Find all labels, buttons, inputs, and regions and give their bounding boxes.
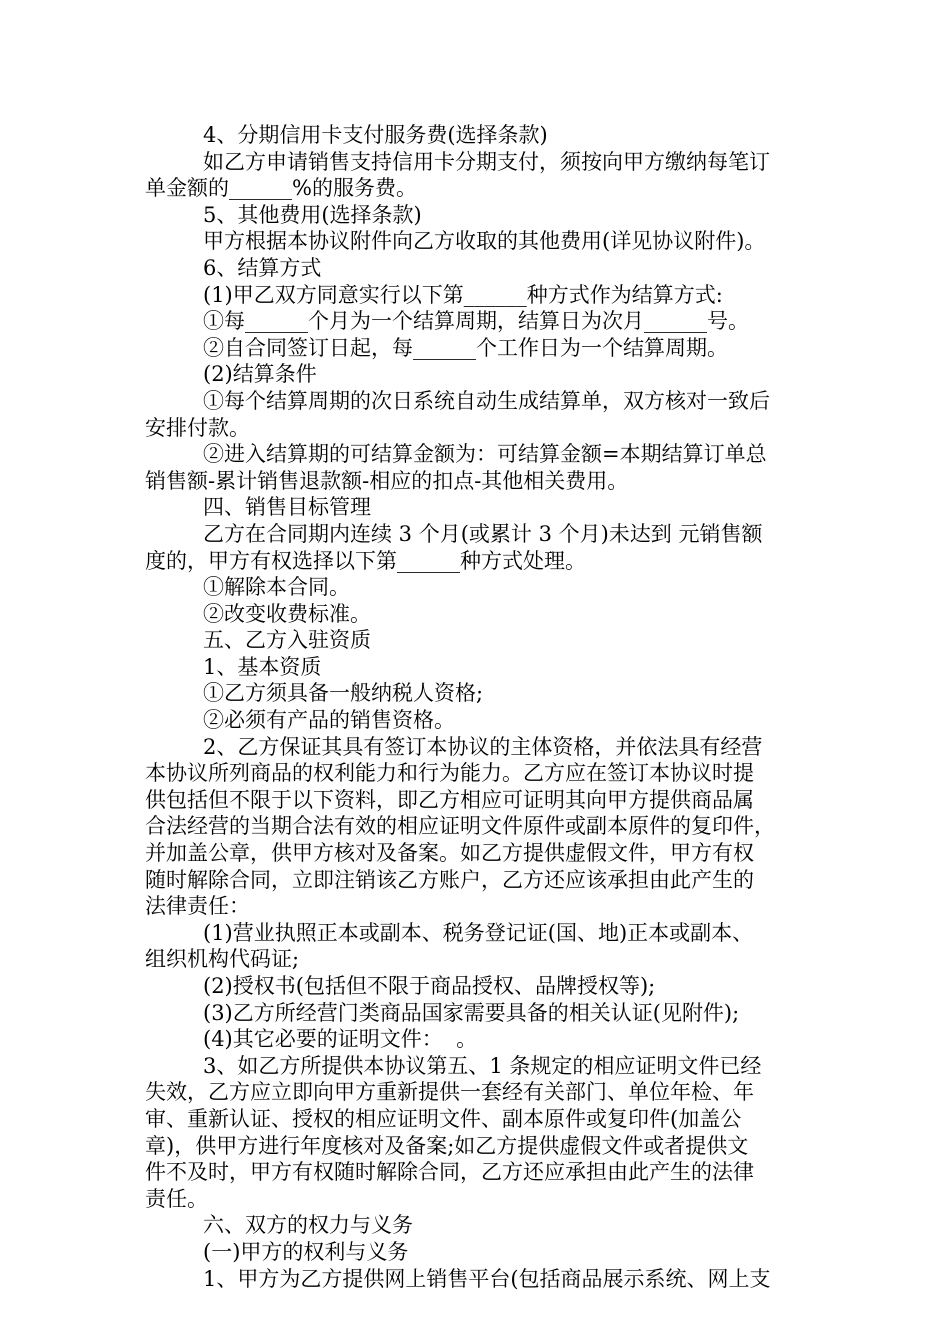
paragraph-line-indented: 六、双方的权力与义务 [203, 1213, 413, 1238]
paragraph-line-indented: ①每个结算周期的次日系统自动生成结算单，双方核对一致后 [203, 388, 770, 413]
paragraph-line: 件不及时，甲方有权随时解除合同，乙方还应承担由此产生的法律 [145, 1160, 754, 1185]
paragraph-line-indented: ②改变收费标准。 [203, 601, 371, 626]
paragraph-line-indented: 五、乙方入驻资质 [203, 628, 371, 653]
paragraph-line-indented: (2)结算条件 [203, 362, 317, 387]
paragraph-line-indented: 四、销售目标管理 [203, 495, 371, 520]
paragraph-line-indented: 6、结算方式 [203, 255, 322, 280]
paragraph-line-indented: 3、如乙方所提供本协议第五、1 条规定的相应证明文件已经 [203, 1053, 762, 1078]
paragraph-line-indented: (4)其它必要的证明文件： 。 [203, 1027, 478, 1052]
paragraph-line: 销售额-累计销售退款额-相应的扣点-其他相关费用。 [145, 468, 629, 493]
paragraph-line-indented: (3)乙方所经营门类商品国家需要具备的相关认证(见附件); [203, 1000, 740, 1025]
paragraph-line-indented: (1)甲乙双方同意实行以下第______种方式作为结算方式: [203, 282, 723, 307]
paragraph-line: 安排付款。 [145, 415, 250, 440]
paragraph-line-indented: 4、分期信用卡支付服务费(选择条款) [203, 123, 548, 147]
paragraph-line: 度的，甲方有权选择以下第______种方式处理。 [145, 548, 586, 573]
paragraph-line: 责任。 [145, 1186, 208, 1211]
paragraph-line-indented: ①每______个月为一个结算周期，结算日为次月______号。 [203, 309, 749, 334]
paragraph-line: 失效，乙方应立即向甲方重新提供一套经有关部门、单位年检、年 [145, 1080, 754, 1105]
paragraph-line: 单金额的______%的服务费。 [145, 176, 417, 201]
paragraph-line-indented: 1、基本资质 [203, 654, 322, 679]
paragraph-line-indented: (1)营业执照正本或副本、税务登记证(国、地)正本或副本、 [203, 920, 754, 945]
paragraph-line-indented: 2、乙方保证其具有签订本协议的主体资格，并依法具有经营 [203, 734, 763, 759]
paragraph-line-indented: (一)甲方的权利与义务 [203, 1239, 409, 1264]
paragraph-line: 组织机构代码证; [145, 947, 300, 972]
paragraph-line: 合法经营的当期合法有效的相应证明文件原件或副本原件的复印件， [145, 814, 775, 839]
paragraph-line-indented: ②进入结算期的可结算金额为：可结算金额=本期结算订单总 [203, 442, 767, 467]
paragraph-line: 并加盖公章，供甲方核对及备案。如乙方提供虚假文件，甲方有权 [145, 841, 754, 866]
paragraph-line: 本协议所列商品的权利能力和行为能力。乙方应在签订本协议时提 [145, 761, 754, 786]
paragraph-line-indented: 1、甲方为乙方提供网上销售平台(包括商品展示系统、网上支 [203, 1266, 771, 1291]
paragraph-line-indented: ②自合同签订日起，每______个工作日为一个结算周期。 [203, 335, 728, 360]
paragraph-line-indented: ①解除本合同。 [203, 575, 350, 600]
paragraph-line-indented: 如乙方申请销售支持信用卡分期支付，须按向甲方缴纳每笔订 [203, 149, 770, 174]
paragraph-line: 随时解除合同，立即注销该乙方账户，乙方还应该承担由此产生的 [145, 867, 754, 892]
paragraph-line-indented: (2)授权书(包括但不限于商品授权、品牌授权等); [203, 974, 656, 998]
paragraph-line: 供包括但不限于以下资料，即乙方相应可证明其向甲方提供商品属 [145, 787, 754, 812]
paragraph-line-indented: 乙方在合同期内连续 3 个月(或累计 3 个月)未达到 元销售额 [203, 521, 763, 546]
paragraph-line: 法律责任： [145, 894, 250, 919]
paragraph-line-indented: ②必须有产品的销售资格。 [203, 708, 455, 733]
document-body [145, 122, 810, 1292]
paragraph-line: 审、重新认证、授权的相应证明文件、副本原件或复印件(加盖公 [145, 1106, 742, 1131]
paragraph-line-indented: 甲方根据本协议附件向乙方收取的其他费用(详见协议附件)。 [203, 229, 766, 254]
paragraph-line-indented: 5、其他费用(选择条款) [203, 202, 422, 227]
paragraph-line-indented: ①乙方须具备一般纳税人资格; [203, 681, 484, 706]
paragraph-line: 章)，供甲方进行年度核对及备案;如乙方提供虚假文件或者提供文 [145, 1133, 749, 1158]
